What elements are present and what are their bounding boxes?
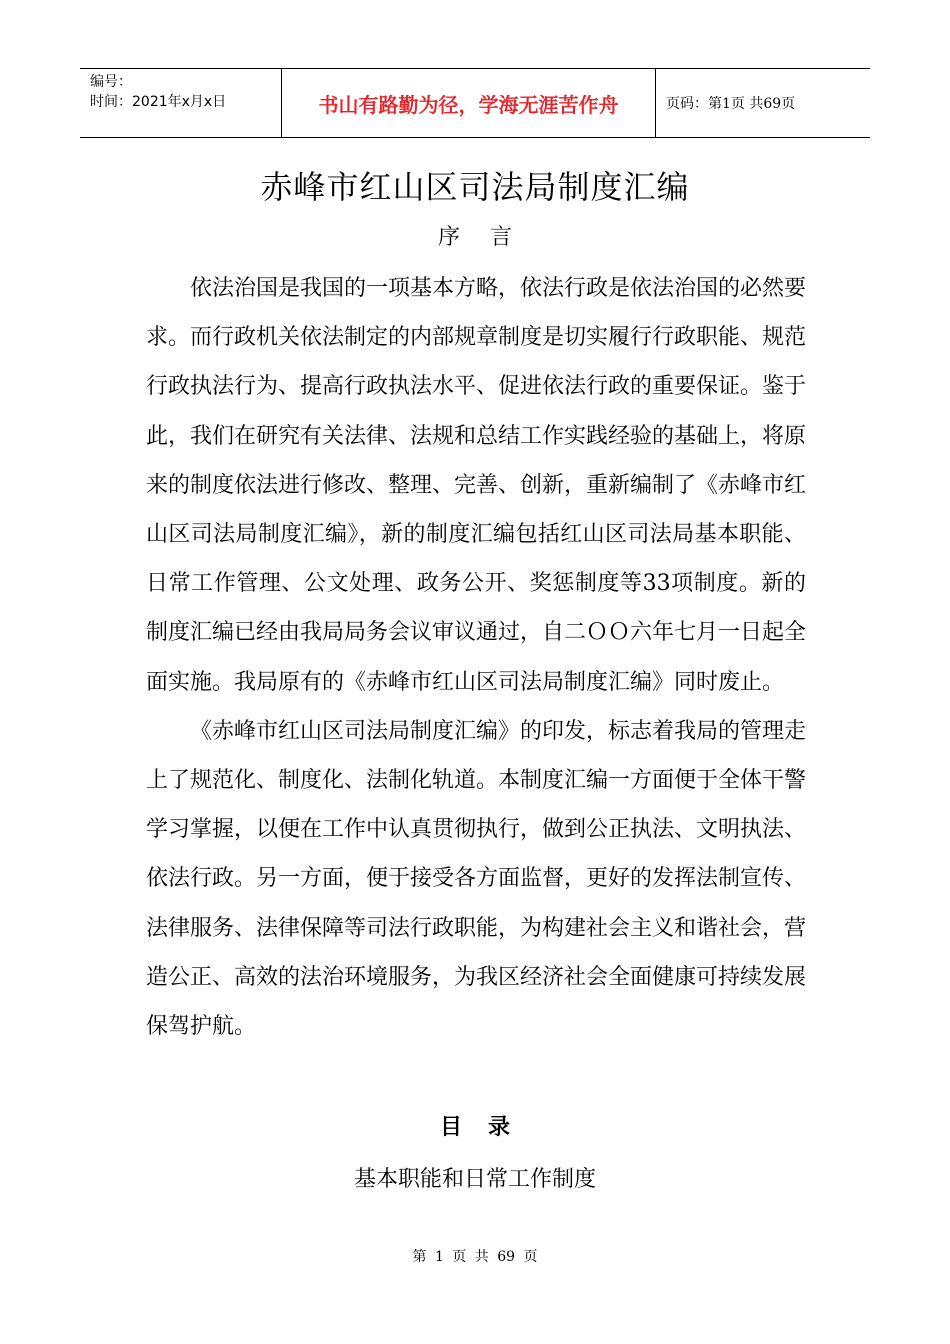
header-page-info: 页码：第1页 共69页 — [666, 96, 796, 112]
toc-heading: 目录 — [439, 1115, 536, 1140]
document-title: 赤峰市红山区司法局制度汇编 — [260, 168, 690, 206]
preface-body — [146, 264, 806, 1051]
paragraph: 依法治国是我国的一项基本方略，依法行政是依法治国的必然要求。而行政机关依法制定的内部规章制度是切实履行行政职能、规范行政执法行为、提高行政执法水平、促进依法行政的重要保证。鉴于此，我们在研究有关法律、法规和总结工作实践经验的基础上，将原来的制度依法进行修改、整理、完善、创新，重新编制了《赤峰市红山区司法局制度汇编》，新的制度汇编包括红山区司法局基本职能、日常工作管理、公文处理、政务公开、奖惩制度等33项制度。新的制度汇编已经由我局局务会议审议通过，自二ＯＯ六年七月一日起全面实施。我局原有的《赤峰市红山区司法局制度汇编》同时废止。 — [146, 276, 807, 695]
page-footer: 第 1 页 共 69 页 — [412, 1249, 538, 1265]
preface-heading: 序言 — [437, 225, 542, 250]
document-header — [80, 68, 870, 138]
toc-section-title: 基本职能和日常工作制度 — [353, 1167, 596, 1192]
time-label: 时间：2021年x月x日 — [90, 94, 227, 110]
motto-text: 书山有路勤为径，学海无涯苦作舟 — [318, 92, 619, 117]
header-meta — [80, 69, 282, 137]
number-label: 编号： — [90, 74, 132, 90]
header-motto — [282, 69, 656, 137]
paragraph: 《赤峰市红山区司法局制度汇编》的印发，标志着我局的管理走上了规范化、制度化、法制化轨道。本制度汇编一方面便于全体干警学习掌握，以便在工作中认真贯彻执行，做到公正执法、文明执法、依法行政。另一方面，便于接受各方面监督，更好的发挥法制宣传、法律服务、法律保障等司法行政职能，为构建社会主义和谐社会，营造公正、高效的法治环境服务，为我区经济社会全面健康可持续发展保驾护航。 — [146, 718, 807, 1040]
